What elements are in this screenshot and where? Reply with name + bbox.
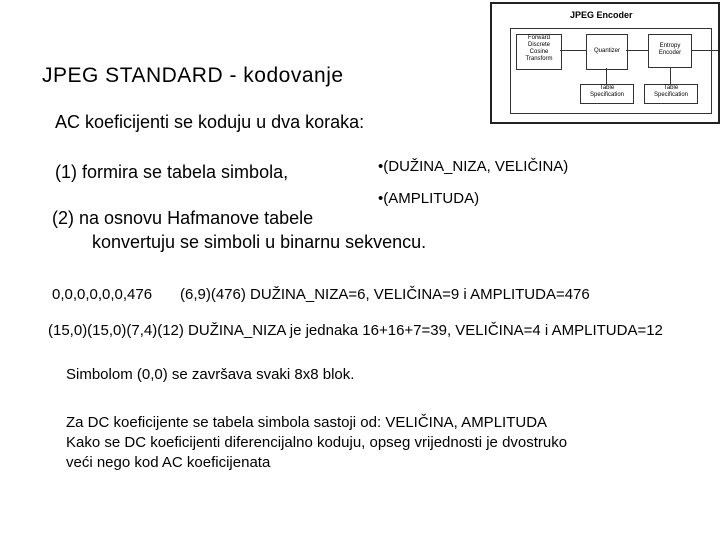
fdct-label-4: Transform xyxy=(525,56,553,62)
arrow-fdct-quantizer xyxy=(560,50,586,51)
bullet-amplitude: •(AMPLITUDA) xyxy=(378,190,480,207)
intro-text: AC koeficijenti se koduju u dva koraka: xyxy=(55,112,365,132)
fdct-label-2: Discrete xyxy=(527,42,550,48)
end-of-block-note: Simbolom (0,0) se završava svaki 8x8 blok. xyxy=(66,366,355,383)
arrow-quantizer-entropy xyxy=(626,50,648,51)
table-2-label-2: Specification xyxy=(653,92,689,98)
example-1-result: (6,9)(476) DUŽINA_NIZA=6, VELIČINA=9 i AMPLITUDA=476 xyxy=(180,286,590,303)
quantizer-label: Quantizer xyxy=(593,48,620,54)
fdct-label-3: Cosine xyxy=(529,49,549,55)
entropy-encoder-block xyxy=(648,34,692,68)
example-1-sequence: 0,0,0,0,0,0,476 xyxy=(52,286,153,303)
fdct-label-1: Forward xyxy=(527,35,550,41)
table-2-label-1: Table xyxy=(663,85,679,91)
table-spec-quantizer xyxy=(580,84,634,104)
table-1-label-1: Table xyxy=(599,85,615,91)
example-2: (15,0)(15,0)(7,4)(12) DUŽINA_NIZA je jednaka 16+16+7=39, VELIČINA=4 i AMPLITUDA=12 xyxy=(48,322,663,339)
arrow-table-entropy xyxy=(670,68,671,84)
dc-note-line-3: veći nego kod AC koeficijenata xyxy=(66,454,271,471)
jpeg-encoder-diagram xyxy=(490,2,720,124)
entropy-label-2: Encoder xyxy=(658,50,682,56)
table-1-label-2: Specification xyxy=(589,92,625,98)
slide-title: JPEG STANDARD - kodovanje xyxy=(42,64,344,87)
diagram-title: JPEG Encoder xyxy=(570,10,633,20)
arrow-table-quantizer xyxy=(606,68,607,84)
quantizer-block xyxy=(586,34,628,70)
bullet-run-size: •(DUŽINA_NIZA, VELIČINA) xyxy=(378,158,569,175)
fdct-block xyxy=(516,34,562,70)
arrow-output xyxy=(692,50,718,51)
step-1-text: (1) formira se tabela simbola, xyxy=(55,162,289,182)
entropy-label-1: Entropy xyxy=(659,43,681,49)
dc-coefficient-note xyxy=(66,413,567,473)
dc-note-line-1: Za DC koeficijente se tabela simbola sastoji od: VELIČINA, AMPLITUDA xyxy=(66,414,548,431)
step-2-line-1: (2) na osnovu Hafmanove tabele xyxy=(52,208,314,228)
dc-note-line-2: Kako se DC koeficijenti diferencijalno koduju, opseg vrijednosti je dvostruko xyxy=(66,434,568,451)
step-2-line-2: konvertuju se simboli u binarnu sekvencu. xyxy=(92,232,427,252)
table-spec-entropy xyxy=(644,84,698,104)
